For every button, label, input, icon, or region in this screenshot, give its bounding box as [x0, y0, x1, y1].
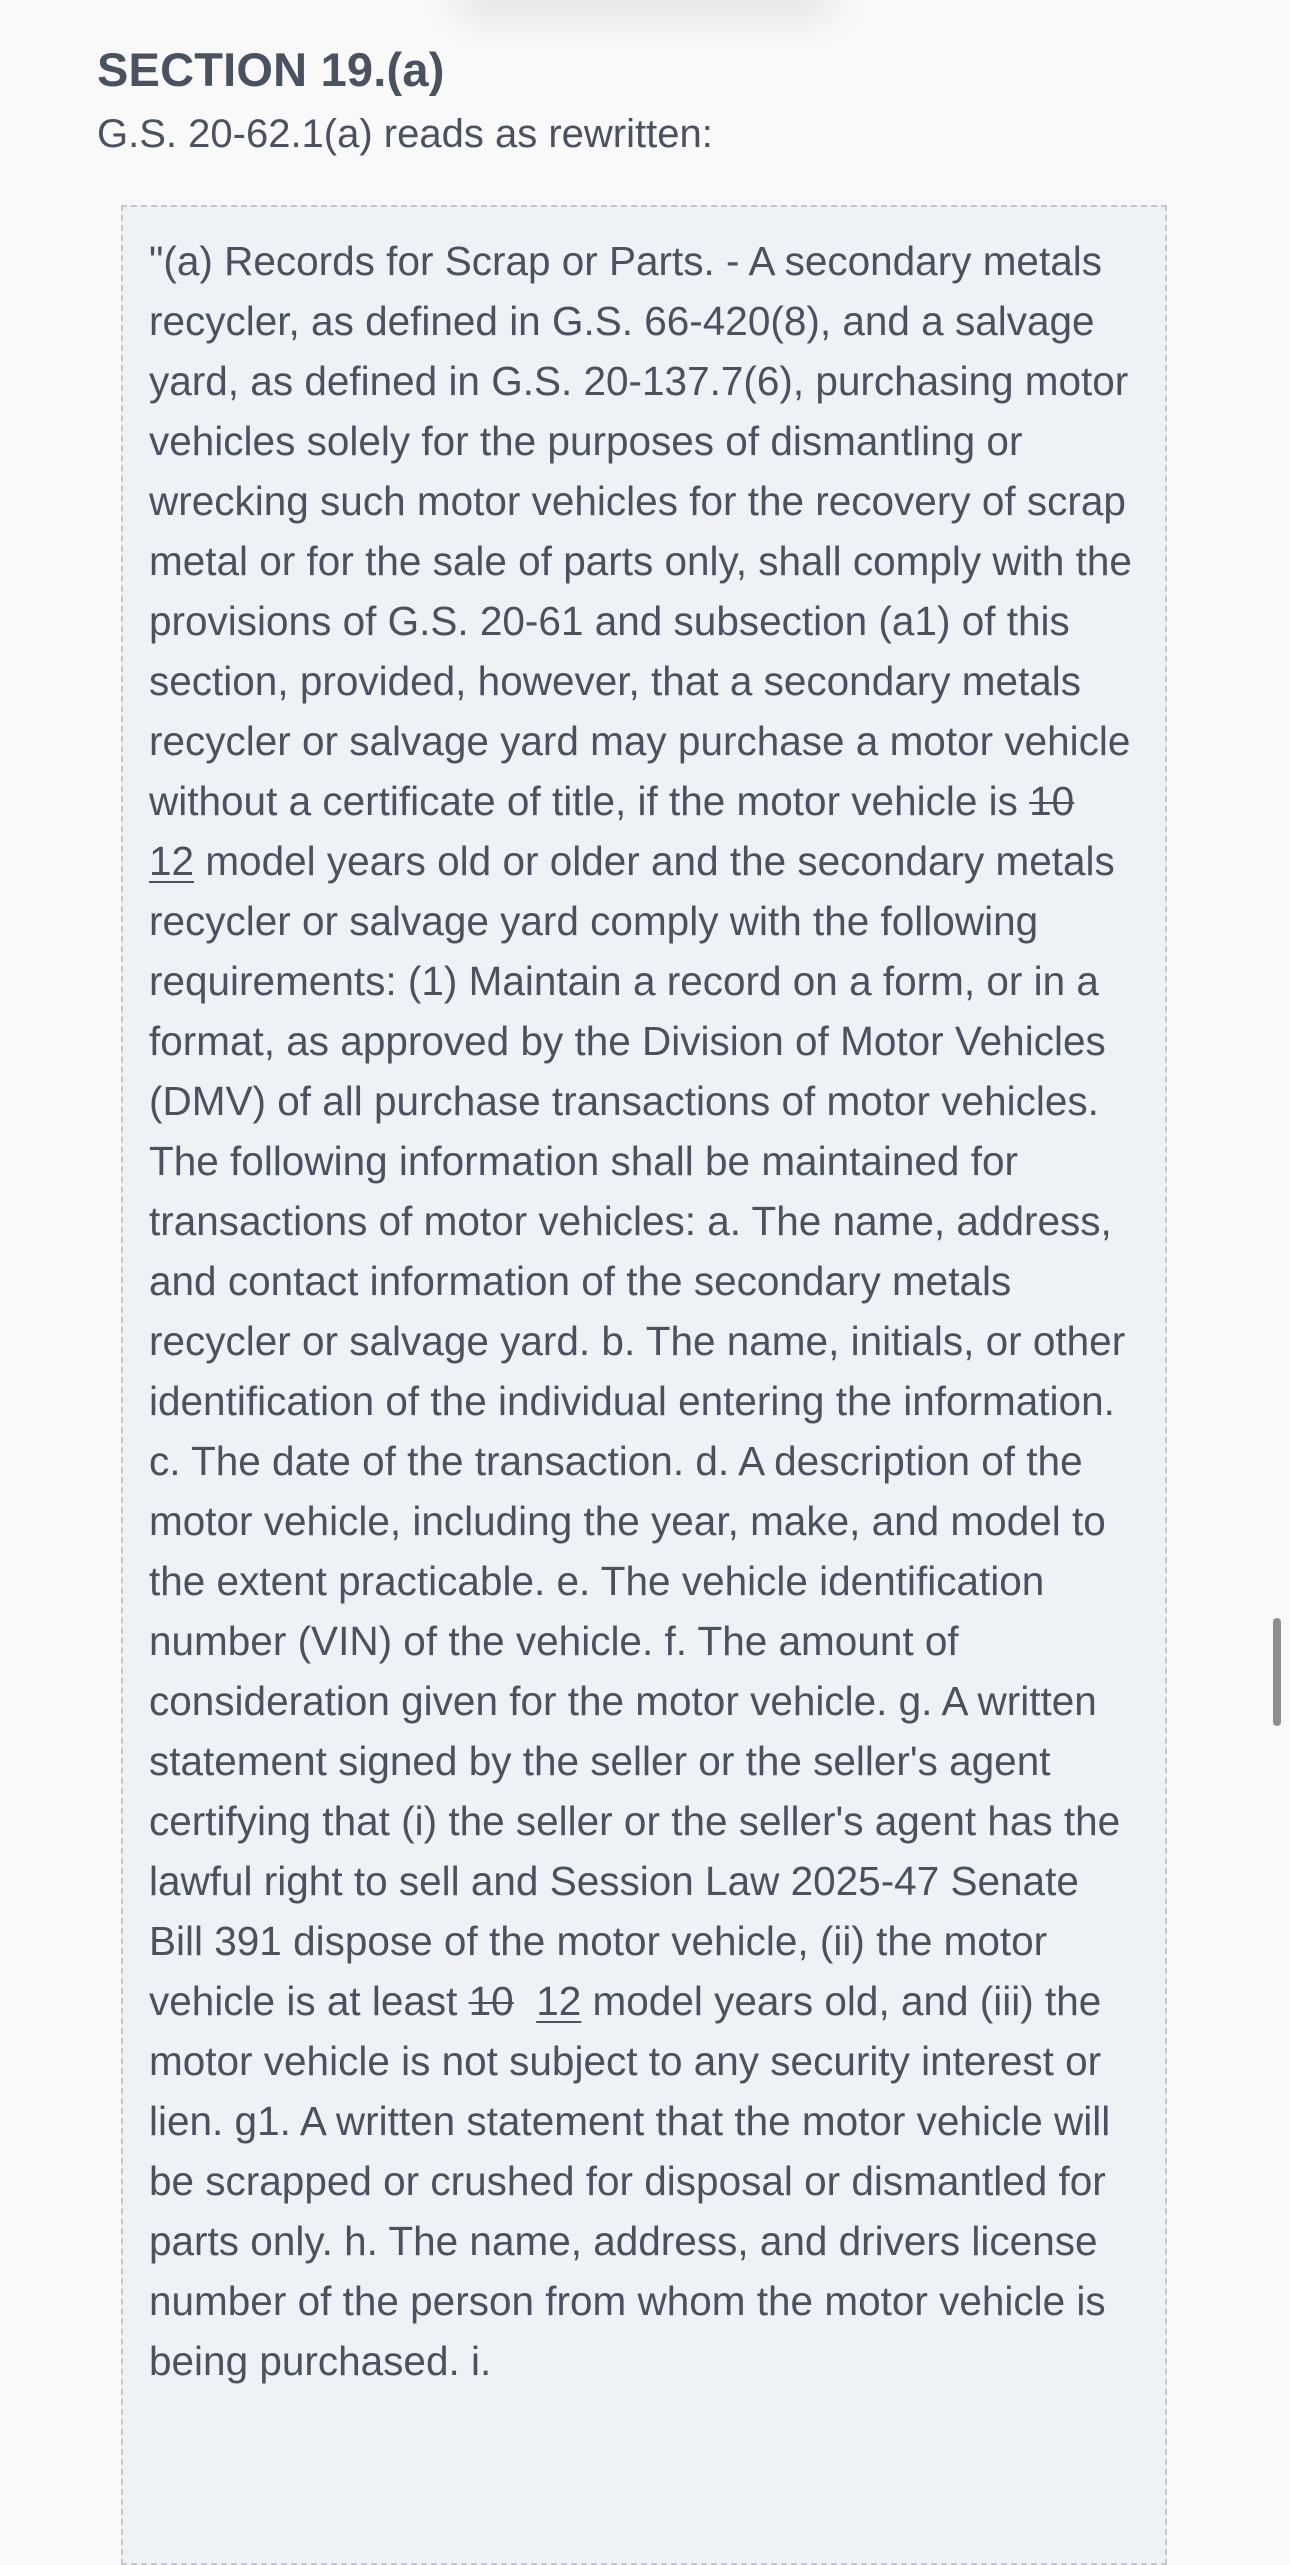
inserted-text-1: 12 — [149, 838, 195, 884]
scrollbar-thumb[interactable] — [1273, 1618, 1281, 1726]
deleted-text-1: 10 — [1029, 778, 1075, 824]
statute-quote-text — [149, 231, 1139, 2391]
section-subtitle: G.S. 20-62.1(a) reads as rewritten: — [97, 112, 713, 156]
section-heading: SECTION 19.(a) — [97, 43, 445, 96]
quote-text-part-1: "(a) Records for Scrap or Parts. - A secondary metals recycler, as defined in G.S. 66-420(8), and a salvage yard, as defined in G.S. 20-137.7(6), purchasing motor vehicles solely for the purposes of dismantling or wrecking such motor vehicles for the recovery of scrap metal or for the sale of parts only, shall comply with the provisions of G.S. 20-61 and subsection (a1) of this section, provided, however, that a secondary metals recycler or salvage yard may purchase a motor vehicle without a certificate of title, if the motor vehicle is — [149, 238, 1132, 824]
statute-quote-box — [121, 205, 1167, 2565]
deleted-text-2: 10 — [468, 1978, 514, 2024]
quote-text-part-2: model years old or older and the secondary metals recycler or salvage yard comply with the following requirements: (1) Maintain a record on a form, or in a format, as approved by the Division of Motor Vehicles (DMV) of all purchase transactions of motor vehicles. The following information shall be maintained for transactions of motor vehicles: a. The name, address, and contact information of the secondary metals recycler or salvage yard. b. The name, initials, or other identification of the individual entering the information. c. The date of the transaction. d. A description of the motor vehicle, including the year, make, and model to the extent practicable. e. The vehicle identification number (VIN) of the vehicle. f. The amount of consideration given for the motor vehicle. g. A written statement signed by the seller or the seller's agent certifying that (i) the seller or the seller's agent has the lawful right to sell and Session Law 2025-47 Senate Bill 391 dispose of the motor vehicle, (ii) the motor vehicle is at least — [149, 838, 1126, 2024]
inserted-text-2: 12 — [536, 1978, 582, 2024]
quote-text-part-3: model years old, and (iii) the motor vehicle is not subject to any security interest or lien. g1. A written statement that the motor vehicle will be scrapped or crushed for disposal or dismantled for parts only. h. The name, address, and drivers license number of the person from whom the motor vehicle is being purchased. i. — [149, 1978, 1111, 2384]
